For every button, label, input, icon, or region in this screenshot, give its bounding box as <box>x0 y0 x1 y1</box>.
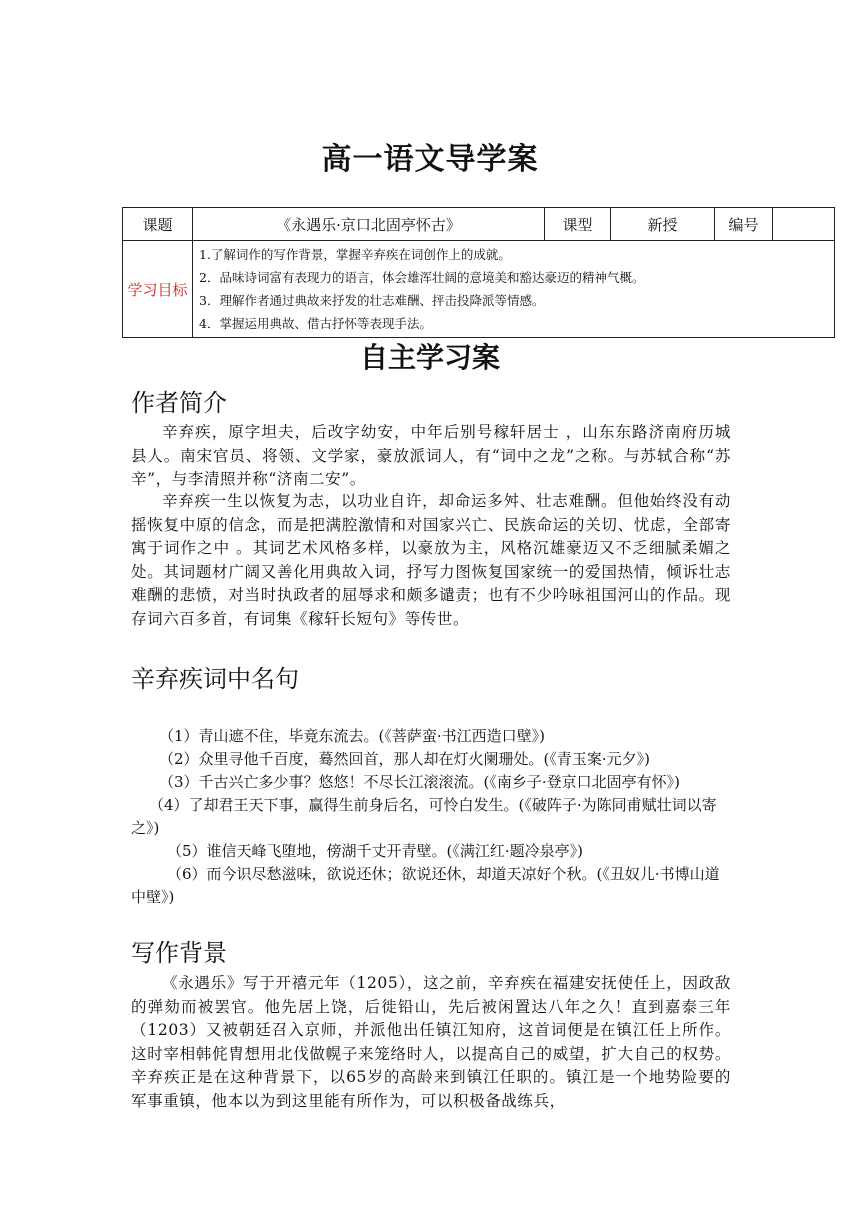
number-value <box>773 208 835 241</box>
goals-list <box>193 241 835 338</box>
topic-value: 《永遇乐·京口北固亭怀古》 <box>193 208 545 241</box>
list-item: （5）谁信天峰飞堕地，傍湖千丈开青壁。(《满江红·题冷泉亭》) <box>167 842 584 860</box>
famous-lines-heading: 辛弃疾词中名句 <box>131 665 299 693</box>
info-table <box>122 207 835 338</box>
background-paragraph: 《永遇乐》写于开禧元年（1205），这之前，辛弃疾在福建安抚使任上，因政敌的弹劾而被罢官。他先居上饶，后徙铅山，先后被闲置达八年之久！直到嘉泰三年（1203）又被朝廷召入京师，并派他出任镇江知府，这首词便是在镇江任上所作。这时宰相韩侂胄想用北伐做幌子来笼络时人，以提高自己的威望，扩大自己的权势。辛弃疾正是在这种背景下，以65岁的高龄来到镇江任职的。镇江是一个地势险要的军事重镇，他本以为到这里能有所作为，可以积极备战练兵， <box>131 974 731 1110</box>
list-item: （2）众里寻他千百度，蓦然回首，那人却在灯火阑珊处。(《青玉案·元夕》) <box>159 750 651 768</box>
author-heading: 作者简介 <box>131 389 227 417</box>
number-label: 编号 <box>715 208 773 241</box>
goal-item: 4．掌握运用典故、借古抒怀等表现手法。 <box>199 316 432 331</box>
goals-label: 学习目标 <box>123 241 193 338</box>
author-paragraph: 辛弃疾一生以恢复为志，以功业自许，却命运多舛、壮志难酬。但他始终没有动摇恢复中原的信念，而是把满腔激情和对国家兴亡、民族命运的关切、忧虑，全部寄寓于词作之中 。其词艺术风格多样，以豪放为主，风格沉雄豪迈又不乏细腻柔媚之处。其词题材广阔又善化用典故入词，抒写力图恢复国家统一的爱国热情，倾诉壮志难酬的悲愤，对当时执政者的屈辱求和颇多谴责；也有不少吟咏祖国河山的作品。现存词六百多首，有词集《稼轩长短句》等传世。 <box>131 492 731 628</box>
goal-item: 2．品味诗词富有表现力的语言，体会雄浑壮阔的意境美和豁达豪迈的精神气概。 <box>199 270 645 285</box>
list-item: （3）千古兴亡多少事？悠悠！不尽长江滚滚流。(《南乡子·登京口北固亭有怀》) <box>159 773 681 791</box>
background-heading: 写作背景 <box>131 939 227 967</box>
famous-lines-list <box>131 725 731 909</box>
type-value: 新授 <box>611 208 715 241</box>
list-item: （4）了却君王天下事，赢得生前身后名，可怜白发生。(《破阵子·为陈同甫赋壮词以寄之》) <box>131 796 717 837</box>
list-item: （1）青山遮不住，毕竟东流去。(《菩萨蛮·书江西造口壁》) <box>159 727 546 745</box>
list-item: （6）而今识尽愁滋味，欲说还休；欲说还休，却道天凉好个秋。(《丑奴儿·书博山道中壁》) <box>131 865 720 906</box>
section-title: 自主学习案 <box>359 341 500 374</box>
author-paragraph: 辛弃疾，原字坦夫，后改字幼安，中年后别号稼轩居士 ，山东东路济南府历城县人。南宋官员、将领、文学家，豪放派词人，有“词中之龙”之称。与苏轼合称“苏辛”，与李清照并称“济南二安”。 <box>131 423 731 488</box>
page-title: 高一语文导学案 <box>321 142 539 177</box>
goal-item: 3．理解作者通过典故来抒发的壮志难酬、抨击投降派等情感。 <box>199 293 545 308</box>
goal-item: 1.了解词作的写作背景，掌握辛弃疾在词创作上的成就。 <box>199 247 511 262</box>
type-label: 课型 <box>545 208 611 241</box>
topic-label: 课题 <box>123 208 193 241</box>
